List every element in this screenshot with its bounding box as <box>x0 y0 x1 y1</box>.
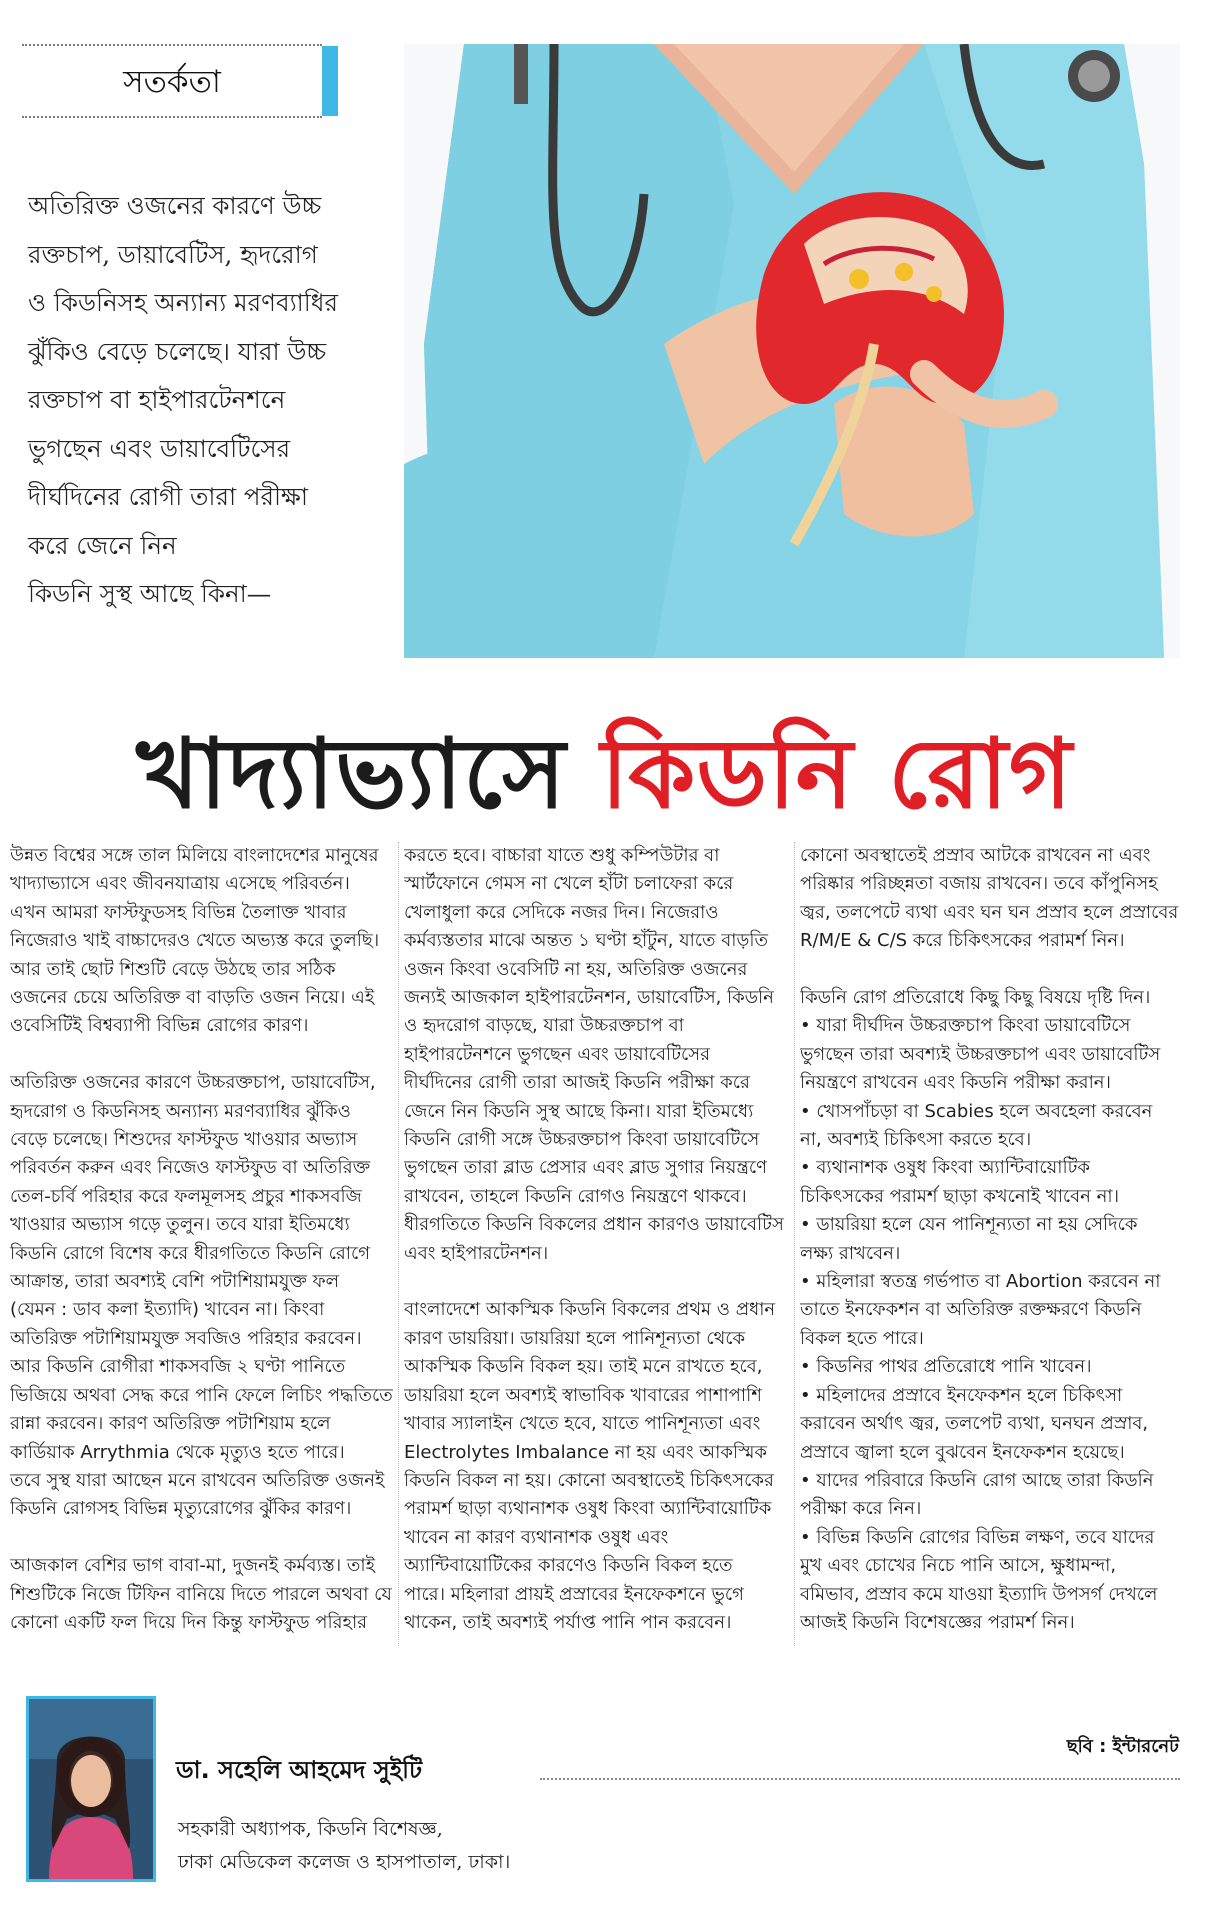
intro-line: দীর্ঘদিনের রোগী তারা পরীক্ষা <box>28 482 308 511</box>
article-line: ওজনের চেয়ে অতিরিক্ত বা বাড়তি ওজন নিয়ে। এই <box>10 987 375 1009</box>
article-line: জ্বর, তলপেটে ব্যথা এবং ঘন ঘন প্রস্রাব হলে প্রস্রাবের <box>800 901 1179 923</box>
article-line: আর তাই ছোট শিশুটি বেড়ে উঠছে তার সঠিক <box>10 958 336 980</box>
article-line: আক্রান্ত, তারা অবশ্যই বেশি পটাশিয়ামযুক্ত ফল <box>10 1271 340 1293</box>
article-line: • যারা দীর্ঘদিন উচ্চরক্তচাপ কিংবা ডায়াবেটিসে <box>800 1015 1131 1037</box>
article-line: ভুগছেন তারা অবশ্যই উচ্চরক্তচাপ এবং ডায়াবেটিস <box>800 1043 1161 1065</box>
article-line: অ্যান্টিবায়োটিকের কারণেও কিডনি বিকল হতে <box>404 1555 733 1577</box>
paragraph-gap <box>10 1041 394 1069</box>
article-line: রান্না করবেন। কারণ অতিরিক্ত পটাশিয়াম হলে <box>10 1413 331 1435</box>
article-line: করাবেন অর্থাৎ জ্বর, তলপেট ব্যথা, ঘনঘন প্রস্রাব, <box>800 1413 1149 1435</box>
intro-line: ভুগছেন এবং ডায়াবেটিসের <box>28 433 291 463</box>
article-line: শিশুটিকে নিজে টিফিন বানিয়ে দিতে পারলে অথবা যে <box>10 1583 392 1605</box>
headline <box>0 700 1209 861</box>
article-line: স্মার্টফোনে গেমস না খেলে হাঁটা চলাফেরা করে <box>404 873 734 895</box>
article-line: আর কিডনি রোগীরা শাকসবজি ২ ঘণ্টা পানিতে <box>10 1356 346 1378</box>
headline-part-1: খাদ্যাভ্যাসে <box>136 718 567 830</box>
article-line: কার্ডিয়াক Arrythmia থেকে মৃত্যুও হতে পারে। <box>10 1441 345 1463</box>
article-line: বিকল হতে পারে। <box>800 1327 924 1349</box>
article-line: খেলাধুলা করে সেদিকে নজর দিন। নিজেরাও <box>404 901 719 923</box>
article-line: কিডনি রোগ প্রতিরোধে কিছু কিছু বিষয়ে দৃষ্টি দিন। <box>800 987 1151 1009</box>
doctor-kidney-illustration <box>404 44 1180 658</box>
article-line: নিয়ন্ত্রণে রাখবেন এবং কিডনি পরীক্ষা করান। <box>800 1072 1111 1094</box>
article-line: থাকেন, তাই অবশ্যই পর্যাপ্ত পানি পান করবেন। <box>404 1611 732 1633</box>
article-line: • যাদের পরিবারে কিডনি রোগ আছে তারা কিডনি <box>800 1469 1154 1491</box>
intro-line: রক্তচাপ, ডায়াবেটিস, হৃদরোগ <box>28 239 318 269</box>
article-line: পরিষ্কার পরিচ্ছন্নতা বজায় রাখবেন। তবে কাঁপুনিসহ <box>800 873 1158 895</box>
article-line: (যেমন : ডাব কলা ইত্যাদি) খাবেন না। কিংবা <box>10 1299 325 1321</box>
article-line: কর্মব্যস্ততার মাঝে অন্তত ১ ঘণ্টা হাঁটুন, যাতে বাড়তি <box>404 930 768 952</box>
article-line: কোনো অবস্থাতেই প্রস্রাব আটকে রাখবেন না এবং <box>800 845 1151 866</box>
article-line: আকস্মিক কিডনি বিকল হয়। তাই মনে রাখতে হবে, <box>404 1356 763 1378</box>
article-line: খাবেন না কারণ ব্যথানাশক ওষুধ এবং <box>404 1526 669 1548</box>
section-accent-bar <box>322 46 338 116</box>
section-label: সতর্কতা <box>123 64 221 100</box>
article-line: নিজেরাও খাই বাচ্চাদেরও খেতে অভ্যস্ত করে তুলছি। <box>10 930 380 952</box>
article-line: হাইপারটেনশনে ভুগছেন এবং ডায়াবেটিসের <box>404 1043 711 1065</box>
intro-line: ও কিডনিসহ অন্যান্য মরণব্যাধির <box>28 288 339 317</box>
article-line: কোনো একটি ফল দিয়ে দিন কিন্তু ফাস্টফুড পরিহার <box>10 1611 368 1633</box>
paragraph-gap <box>10 1524 394 1552</box>
article-line: Electrolytes Imbalance না হয় এবং আকস্মিক <box>404 1441 768 1463</box>
article-line: রাখবেন, তাহলে কিডনি রোগও নিয়ন্ত্রণে থাকবে। <box>404 1185 747 1207</box>
article-line: • কিডনির পাথর প্রতিরোধে পানি খাবেন। <box>800 1356 1092 1378</box>
article-line: কিডনি রোগসহ বিভিন্ন মৃত্যুরোগের ঝুঁকির কারণ। <box>10 1498 352 1520</box>
article-line: • মহিলাদের প্রস্রাবে ইনফেকশন হলে চিকিৎসা <box>800 1384 1123 1406</box>
article-line: কিডনি রোগী সঙ্গে উচ্চরক্তচাপ কিংবা ডায়াবেটিসে <box>404 1129 760 1151</box>
article-line: • মহিলারা স্বতন্ত্র গর্ভপাত বা Abortion করবেন না <box>800 1271 1161 1293</box>
author-photo <box>26 1696 156 1882</box>
article-line: ওবেসিটিই বিশ্বব্যাপী বিভিন্ন রোগের কারণ। <box>10 1015 309 1037</box>
article-line: • বিভিন্ন কিডনি রোগের বিভিন্ন লক্ষণ, তবে যাদের <box>800 1526 1155 1548</box>
article-line: ভিজিয়ে অথবা সেদ্ধ করে পানি ফেলে লিচিং পদ্ধতিতে <box>10 1384 393 1406</box>
dotted-rule-credit <box>540 1778 1180 1780</box>
article-line: জেনে নিন কিডনি সুস্থ আছে কিনা। যারা ইতিমধ্যে <box>404 1100 754 1122</box>
headline-part-2: কিডনি রোগ <box>600 718 1073 830</box>
article-line: • ডায়রিয়া হলে যেন পানিশূন্যতা না হয় সেদিকে <box>800 1214 1138 1236</box>
article-line: কিডনি বিকল না হয়। কোনো অবস্থাতেই চিকিৎসকের <box>404 1469 774 1491</box>
article-line: এবং হাইপারটেনশন। <box>404 1242 549 1264</box>
intro-line: অতিরিক্ত ওজনের কারণে উচ্চ <box>28 191 322 220</box>
article-line: কারণ ডায়রিয়া। ডায়রিয়া হলে পানিশূন্যতা থেকে <box>404 1327 746 1349</box>
article-line: করতে হবে। বাচ্চারা যাতে শুধু কম্পিউটার বা <box>404 845 720 866</box>
photo-credit: ছবি : ইন্টারনেট <box>1066 1736 1179 1757</box>
column-divider <box>794 842 795 1646</box>
intro-line: করে জেনে নিন <box>28 530 177 560</box>
article-line: বাংলাদেশে আকস্মিক কিডনি বিকলের প্রথম ও প্রধান <box>404 1299 776 1321</box>
author-portrait <box>29 1699 153 1879</box>
column-divider <box>398 842 399 1646</box>
intro-line: কিডনি সুস্থ আছে কিনা— <box>28 579 272 608</box>
article-line: লক্ষ্য রাখবেন। <box>800 1242 901 1264</box>
article-line: ধীরগতিতে কিডনি বিকলের প্রধান কারণও ডায়াবেটিস <box>404 1214 784 1236</box>
article-line: ডায়রিয়া হলে অবশ্যই স্বাভাবিক খাবারের পাশাপাশি <box>404 1384 762 1406</box>
article-line: দীর্ঘদিনের রোগী তারা আজই কিডনি পরীক্ষা করে <box>404 1072 750 1094</box>
article-line: R/M/E & C/S করে চিকিৎসকের পরামর্শ নিন। <box>800 930 1125 952</box>
article-line: পরীক্ষা করে নিন। <box>800 1498 922 1520</box>
article-line: খাদ্যাভ্যাসে এবং জীবনযাত্রায় এসেছে পরিবর্তন। <box>10 873 350 895</box>
article-line: ও হৃদরোগ বাড়ছে, যারা উচ্চরক্তচাপ বা <box>404 1015 684 1037</box>
intro-text <box>28 182 418 619</box>
article-line: জন্যই আজকাল হাইপারটেনশন, ডায়াবেটিস, কিডনি <box>404 987 774 1009</box>
article-line: অতিরিক্ত পটাশিয়ামযুক্ত সবজিও পরিহার করবেন। <box>10 1327 362 1349</box>
article-line: বমিভাব, প্রস্রাব কমে যাওয়া ইত্যাদি উপসর্গ দেখলে <box>800 1583 1158 1605</box>
intro-line: ঝুঁকিও বেড়ে চলেছে। যারা উচ্চ <box>28 336 327 366</box>
article-line: না, অবশ্যই চিকিৎসা করতে হবে। <box>800 1129 1032 1151</box>
article-line: পরিবর্তন করুন এবং নিজেও ফাস্টফুড বা অতিরিক্ত <box>10 1157 371 1179</box>
hero-image <box>404 44 1180 658</box>
article-line: প্রস্রাবে জ্বালা হলে বুঝবেন ইনফেকশন হয়েছে। <box>800 1441 1125 1463</box>
article-column-2 <box>404 842 790 1637</box>
article-line: হৃদরোগ ও কিডনিসহ অন্যান্য মরণব্যাধির ঝুঁকিও <box>10 1100 351 1122</box>
article-line: ওজন কিংবা ওবেসিটি না হয়, অতিরিক্ত ওজনের <box>404 958 748 980</box>
article-line: পরামর্শ ছাড়া ব্যথানাশক ওষুধ কিংবা অ্যান্টিবায়োটিক <box>404 1498 772 1520</box>
article-line: তবে সুস্থ যারা আছেন মনে রাখবেন অতিরিক্ত ওজনই <box>10 1469 385 1491</box>
article-column-3 <box>800 842 1190 1637</box>
dotted-rule-bottom <box>22 116 322 118</box>
article-line: কিডনি রোগে বিশেষ করে ধীরগতিতে কিডনি রোগে <box>10 1242 371 1264</box>
article-line: চিকিৎসকের পরামর্শ ছাড়া কখনোই খাবেন না। <box>800 1185 1120 1207</box>
article-line: অতিরিক্ত ওজনের কারণে উচ্চরক্তচাপ, ডায়াবেটিস, <box>10 1072 376 1094</box>
article-line: তেল-চর্বি পরিহার করে ফলমূলসহ প্রচুর শাকসবজি <box>10 1185 362 1207</box>
article-line: • খোসপাঁচড়া বা Scabies হলে অবহেলা করবেন <box>800 1100 1153 1122</box>
article-line: মুখ এবং চোখের নিচে পানি আসে, ক্ষুধামন্দা, <box>800 1555 1117 1577</box>
author-name: ডা. সহেলি আহমেদ সুইটি <box>176 1756 423 1784</box>
article-line: ভুগছেন তারা ব্লাড প্রেসার এবং ব্লাড সুগার নিয়ন্ত্রণে <box>404 1157 767 1179</box>
article-line: তাতে ইনফেকশন বা অতিরিক্ত রক্তক্ষরণে কিডনি <box>800 1299 1142 1321</box>
article-line: এখন আমরা ফাস্টফুডসহ বিভিন্ন তৈলাক্ত খাবার <box>10 901 347 923</box>
article-line: উন্নত বিশ্বের সঙ্গে তাল মিলিয়ে বাংলাদেশের মানুষের <box>10 845 379 866</box>
author-affiliation: ঢাকা মেডিকেল কলেজ ও হাসপাতাল, ঢাকা। <box>178 1851 511 1873</box>
article-column-1 <box>10 842 394 1637</box>
paragraph-gap <box>800 956 1190 984</box>
paragraph-gap <box>404 1268 790 1296</box>
article-line: আজই কিডনি বিশেষজ্ঞের পরামর্শ নিন। <box>800 1611 1075 1633</box>
section-tag <box>22 44 338 118</box>
author-title: সহকারী অধ্যাপক, কিডনি বিশেষজ্ঞ, <box>178 1818 443 1840</box>
article-line: • ব্যথানাশক ওষুধ কিংবা অ্যান্টিবায়োটিক <box>800 1157 1090 1179</box>
article-line: বেড়ে চলেছে। শিশুদের ফাস্টফুড খাওয়ার অভ্যাস <box>10 1129 358 1151</box>
article-line: খাওয়ার অভ্যাস গড়ে তুলুন। তবে যারা ইতিমধ্যে <box>10 1214 350 1236</box>
article-line: খাবার স্যালাইন খেতে হবে, যাতে পানিশূন্যতা এবং <box>404 1413 761 1435</box>
intro-line: রক্তচাপ বা হাইপারটেনশনে <box>28 385 286 414</box>
article-line: পারে। মহিলারা প্রায়ই প্রস্রাবের ইনফেকশনে ভুগে <box>404 1583 744 1605</box>
article-line: আজকাল বেশির ভাগ বাবা-মা, দুজনই কর্মব্যস্ত। তাই <box>10 1555 375 1577</box>
dotted-rule-top <box>22 44 322 46</box>
